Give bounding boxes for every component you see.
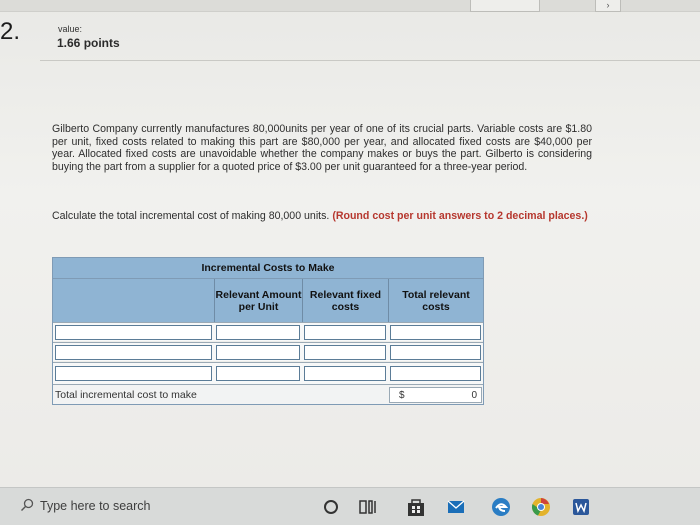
- column-header-fixed-costs: Relevant fixed costs: [302, 279, 388, 323]
- search-icon: [20, 498, 34, 512]
- column-header-item: [53, 279, 214, 323]
- row3-total-input[interactable]: [390, 366, 481, 381]
- column-header-total-costs: Total relevant costs: [388, 279, 483, 323]
- table-row: [53, 342, 483, 361]
- edge-icon[interactable]: [490, 496, 512, 518]
- row1-fixed-input[interactable]: [304, 325, 386, 340]
- value-label: value:: [58, 24, 83, 34]
- row3-fixed-input[interactable]: [304, 366, 386, 381]
- next-nav-button[interactable]: ›: [595, 0, 621, 12]
- total-label: Total incremental cost to make: [55, 389, 197, 401]
- instruction-text: Calculate the total incremental cost of making 80,000 units.: [52, 210, 330, 222]
- points-value: 1.66 points: [57, 36, 120, 50]
- word-icon[interactable]: [570, 496, 592, 518]
- taskbar-search-box[interactable]: [0, 488, 300, 525]
- previous-nav-button[interactable]: [470, 0, 540, 12]
- row3-amount-input[interactable]: [216, 366, 300, 381]
- currency-symbol: $: [399, 390, 405, 401]
- problem-text: Gilberto Company currently manufactures 80,000units per year of one of its crucial parts. Variable costs are $1.80 per unit, fixed costs related to making this part are $80,000 per year, and allocated fixed costs are $40,000 per year. Allocated fixed costs are unavoidable whether the company makes or buys the part. Gilberto is considering buying the part from a supplier for a quoted price of $3.00 per unit guaranteed for a three-year period.: [52, 123, 592, 173]
- row1-total-input[interactable]: [390, 325, 481, 340]
- table-row: [53, 362, 483, 384]
- row1-amount-input[interactable]: [216, 325, 300, 340]
- table-row: [53, 322, 483, 341]
- mail-icon[interactable]: [445, 496, 467, 518]
- row2-amount-input[interactable]: [216, 345, 300, 360]
- task-view-icon[interactable]: [357, 496, 379, 518]
- row2-fixed-input[interactable]: [304, 345, 386, 360]
- instruction: [52, 210, 597, 223]
- divider: [40, 60, 700, 61]
- row2-total-input[interactable]: [390, 345, 481, 360]
- incremental-costs-table: [52, 257, 484, 405]
- total-row: [53, 384, 483, 404]
- search-placeholder: Type here to search: [40, 499, 151, 513]
- top-toolbar: [0, 0, 700, 12]
- table-title: Incremental Costs to Make: [53, 258, 483, 278]
- rounding-hint: (Round cost per unit answers to 2 decimal places.): [332, 210, 588, 222]
- store-icon[interactable]: [405, 496, 427, 518]
- table-header-row: [53, 278, 483, 322]
- chrome-icon[interactable]: [530, 496, 552, 518]
- windows-taskbar: [0, 487, 700, 525]
- cortana-icon[interactable]: [320, 496, 342, 518]
- total-value-field[interactable]: [389, 387, 482, 403]
- question-number: 2.: [0, 18, 21, 45]
- row3-item-input[interactable]: [55, 366, 212, 381]
- total-value: 0: [471, 390, 477, 401]
- row1-item-input[interactable]: [55, 325, 212, 340]
- row2-item-input[interactable]: [55, 345, 212, 360]
- column-header-amount-per-unit: Relevant Amount per Unit: [214, 279, 302, 323]
